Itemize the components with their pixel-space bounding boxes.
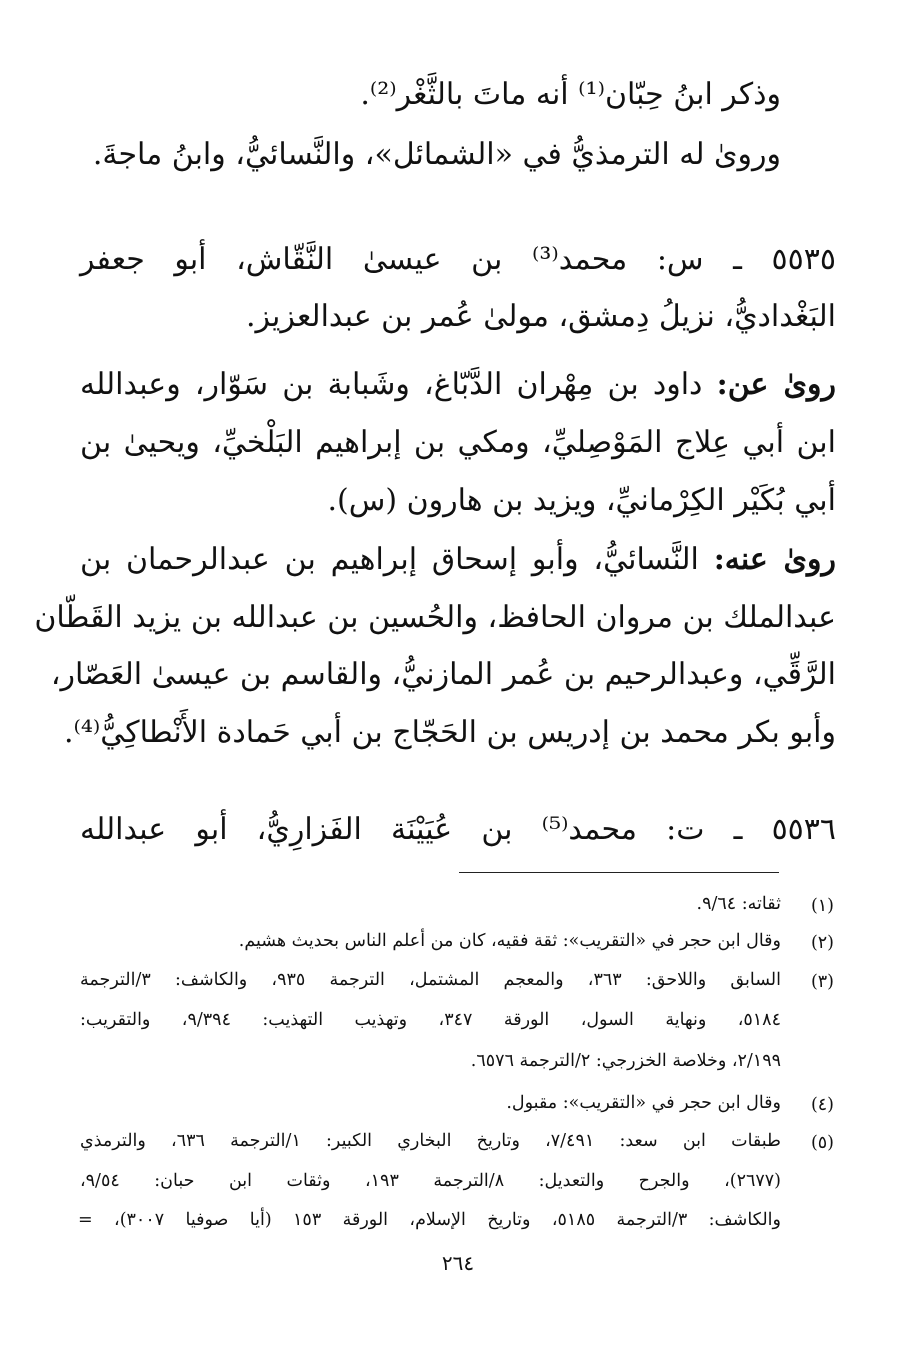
text-line-6: ابن أبي عِلاج المَوْصِليِّ، ومكي بن إبراهيم البَلْخيِّ، ويحيىٰ بن <box>80 425 836 460</box>
footnote-3-line-2: ٥١٨٤، ونهاية السول، الورقة ٣٤٧، وتهذيب التهذيب: ٩/٣٩٤، والتقريب: <box>80 1010 781 1030</box>
page-number: ٢٦٤ <box>441 1251 475 1275</box>
narrated-by-line <box>80 542 836 577</box>
footnote-number-1: (١) <box>810 896 834 916</box>
text-line-10: الرَّقِّي، وعبدالرحيم بن عُمر المازنيُّ، والقاسم بن عيسىٰ العَصّار، <box>50 657 836 692</box>
narrated-from-label: روىٰ عن: <box>716 367 836 402</box>
text-line-11: وأبو بكر محمد بن إدريس بن الحَجّاج بن أبي حَمادة الأَنْطاكِيُّ⁽⁴⁾. <box>63 715 836 750</box>
narrated-from-line <box>80 367 836 402</box>
narrated-by-label: روىٰ عنه: <box>713 542 836 577</box>
footnote-5-line-2: (٢٦٧٧)، والجرح والتعديل: ٨/الترجمة ١٩٣، وثقات ابن حبان: ٩/٥٤، <box>80 1171 781 1191</box>
text-line-7: أبي بُكَيْر الكِرْمانيِّ، ويزيد بن هارون (س). <box>327 483 836 518</box>
footnote-3-line-1: السابق واللاحق: ٣٦٣، والمعجم المشتمل، الترجمة ٩٣٥، والكاشف: ٣/الترجمة <box>80 970 782 990</box>
footnote-3-line-3: ٢/١٩٩، وخلاصة الخزرجي: ٢/الترجمة ٦٥٧٦. <box>470 1051 781 1071</box>
footnote-5-line-3: والكاشف: ٣/الترجمة ٥١٨٥، وتاريخ الإسلام، الورقة ١٥٣ (أيا صوفيا ٣٠٠٧)، = <box>78 1210 781 1230</box>
footnote-2: وقال ابن حجر في «التقريب»: ثقة فقيه، كان من أعلم الناس بحديث هشيم. <box>238 931 781 951</box>
text-line-1: وذكر ابنُ حِبّان⁽¹⁾ أنه ماتَ بالثَّغْر⁽²⁾. <box>360 77 781 112</box>
footnote-5-line-1: طبقات ابن سعد: ٧/٤٩١، وتاريخ البخاري الكبير: ١/الترجمة ٦٣٦، والترمذي <box>80 1131 781 1151</box>
footnote-number-4: (٤) <box>810 1095 834 1115</box>
text-line-2: وروىٰ له الترمذيُّ في «الشمائل»، والنَّسائيُّ، وابنُ ماجةَ. <box>92 137 781 172</box>
narrated-from-text: داود بن مِهْران الدَّبّاغ، وشَبابة بن سَوّار، وعبدالله <box>80 367 703 402</box>
entry-5536-heading: ٥٥٣٦ ـ ت: محمد⁽⁵⁾ بن عُيَيْنَة الفَزارِيُّ، أبو عبدالله <box>80 812 837 847</box>
text-line-4: البَغْداديُّ، نزيلُ دِمشق، مولىٰ عُمر بن عبدالعزيز. <box>245 299 836 334</box>
footnote-separator <box>459 872 779 873</box>
footnote-number-2: (٢) <box>810 933 834 953</box>
footnote-number-3: (٣) <box>810 972 834 992</box>
entry-5535-heading: ٥٥٣٥ ـ س: محمد⁽³⁾ بن عيسىٰ النَّقّاش، أبو جعفر <box>80 242 836 277</box>
text-line-9: عبدالملك بن مروان الحافظ، والحُسين بن عبدالله بن يزيد القَطّان <box>34 600 836 635</box>
footnote-1: ثقاته: ٩/٦٤. <box>696 894 781 914</box>
footnote-number-5: (٥) <box>810 1133 834 1153</box>
footnote-4: وقال ابن حجر في «التقريب»: مقبول. <box>506 1093 781 1113</box>
narrated-by-text: النَّسائيُّ، وأبو إسحاق إبراهيم بن عبدالرحمان بن <box>80 542 699 577</box>
